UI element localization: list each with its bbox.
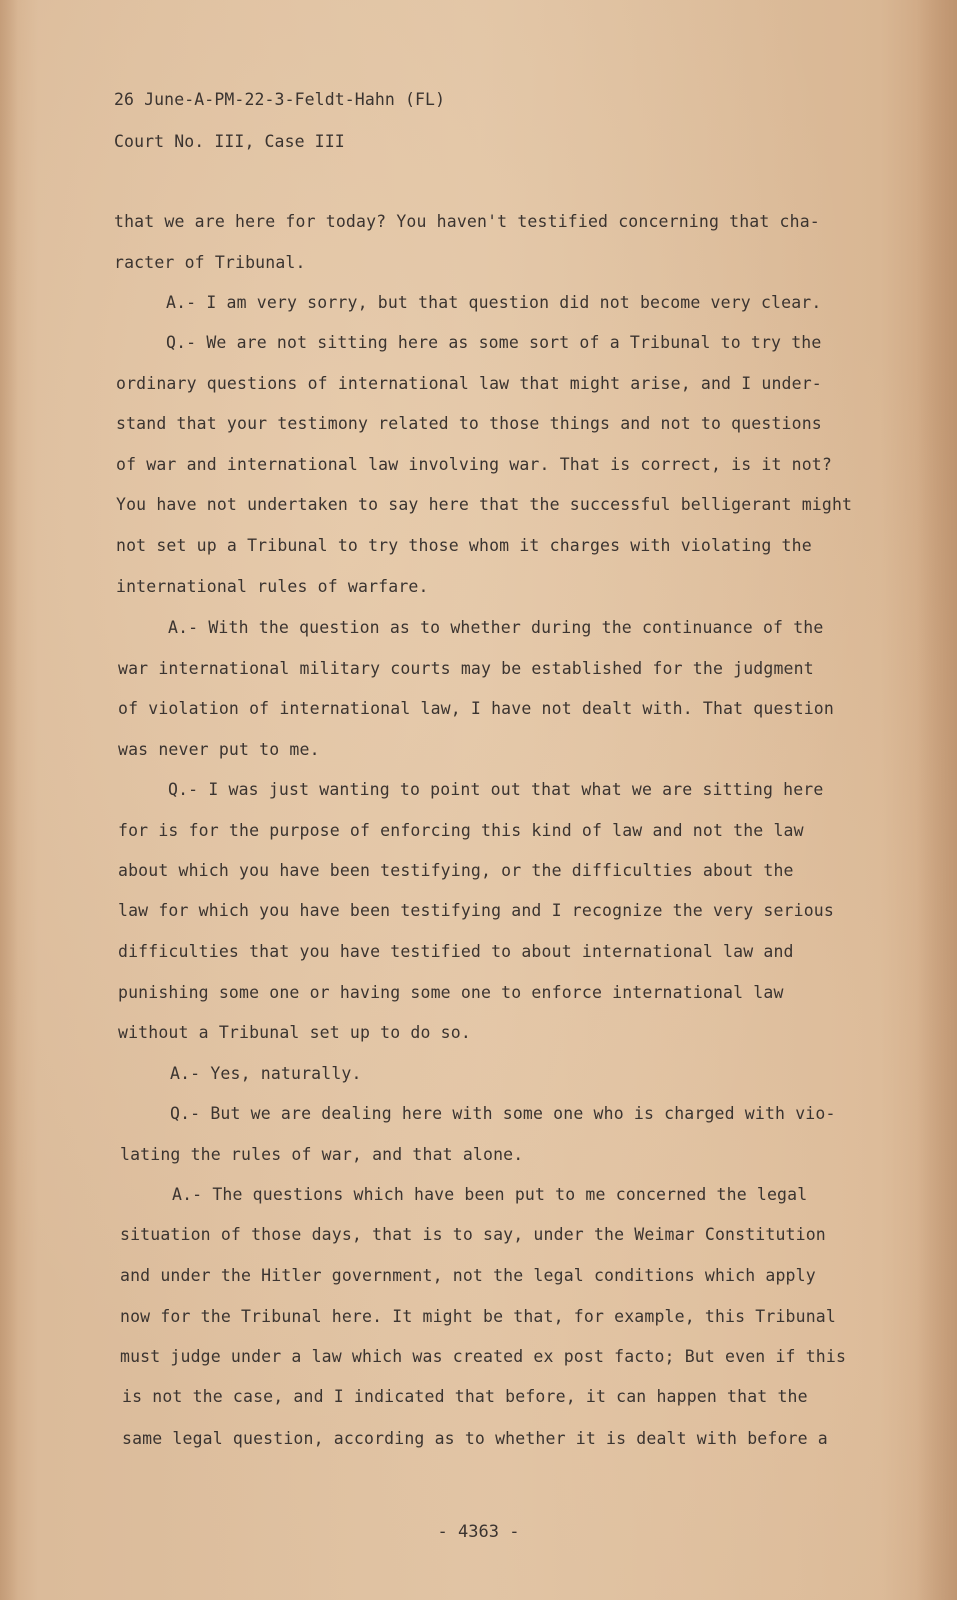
transcript-line: is not the case, and I indicated that before, it can happen that the [122, 1387, 808, 1406]
header-session-line: 26 June-A-PM-22-3-Feldt-Hahn (FL) [114, 90, 446, 109]
transcript-line: same legal question, according as to whether it is dealt with before a [122, 1429, 828, 1448]
page-edge-shadow-right [917, 0, 957, 1600]
transcript-line: A.- I am very sorry, but that question did not become very clear. [166, 293, 822, 312]
page-edge-shadow-left [0, 0, 18, 1600]
transcript-line: Q.- We are not sitting here as some sort of a Tribunal to try the [166, 333, 822, 352]
transcript-line: law for which you have been testifying and I recognize the very serious [118, 901, 834, 920]
transcript-line: lating the rules of war, and that alone. [120, 1145, 524, 1164]
header-court-line: Court No. III, Case III [114, 132, 345, 151]
transcript-line: not set up a Tribunal to try those whom it charges with violating the [116, 536, 812, 555]
transcript-line: war international military courts may be established for the judgment [118, 659, 814, 678]
transcript-line: stand that your testimony related to those things and not to questions [116, 414, 822, 433]
transcript-line: of violation of international law, I have not dealt with. That question [118, 699, 834, 718]
transcript-line: situation of those days, that is to say, under the Weimar Constitution [120, 1225, 826, 1244]
transcript-line: and under the Hitler government, not the legal conditions which apply [120, 1266, 816, 1285]
transcript-line: You have not undertaken to say here that the successful belligerant might [116, 495, 853, 514]
transcript-line: was never put to me. [118, 740, 320, 759]
transcript-line: A.- The questions which have been put to me concerned the legal [172, 1185, 808, 1204]
transcript-line: ordinary questions of international law that might arise, and I under- [116, 374, 822, 393]
transcript-line: must judge under a law which was created ex post facto; But even if this [120, 1347, 847, 1366]
transcript-line: for is for the purpose of enforcing this kind of law and not the law [118, 821, 804, 840]
transcript-line: that we are here for today? You haven't testified concerning that cha- [114, 212, 820, 231]
transcript-line: without a Tribunal set up to do so. [118, 1023, 471, 1042]
transcript-line: difficulties that you have testified to about international law and [118, 942, 794, 961]
transcript-line: Q.- I was just wanting to point out that what we are sitting here [168, 780, 824, 799]
transcript-line: Q.- But we are dealing here with some one who is charged with vio- [170, 1104, 836, 1123]
page-number: - 4363 - [437, 1522, 520, 1542]
transcript-line: A.- Yes, naturally. [170, 1064, 362, 1083]
transcript-line: now for the Tribunal here. It might be that, for example, this Tribunal [120, 1307, 836, 1326]
transcript-line: about which you have been testifying, or the difficulties about the [118, 861, 794, 880]
transcript-line: racter of Tribunal. [114, 253, 306, 272]
transcript-line: punishing some one or having some one to enforce international law [118, 983, 784, 1002]
transcript-line: of war and international law involving war. That is correct, is it not? [116, 455, 832, 474]
transcript-line: A.- With the question as to whether during the continuance of the [168, 618, 824, 637]
transcript-line: international rules of warfare. [116, 577, 429, 596]
